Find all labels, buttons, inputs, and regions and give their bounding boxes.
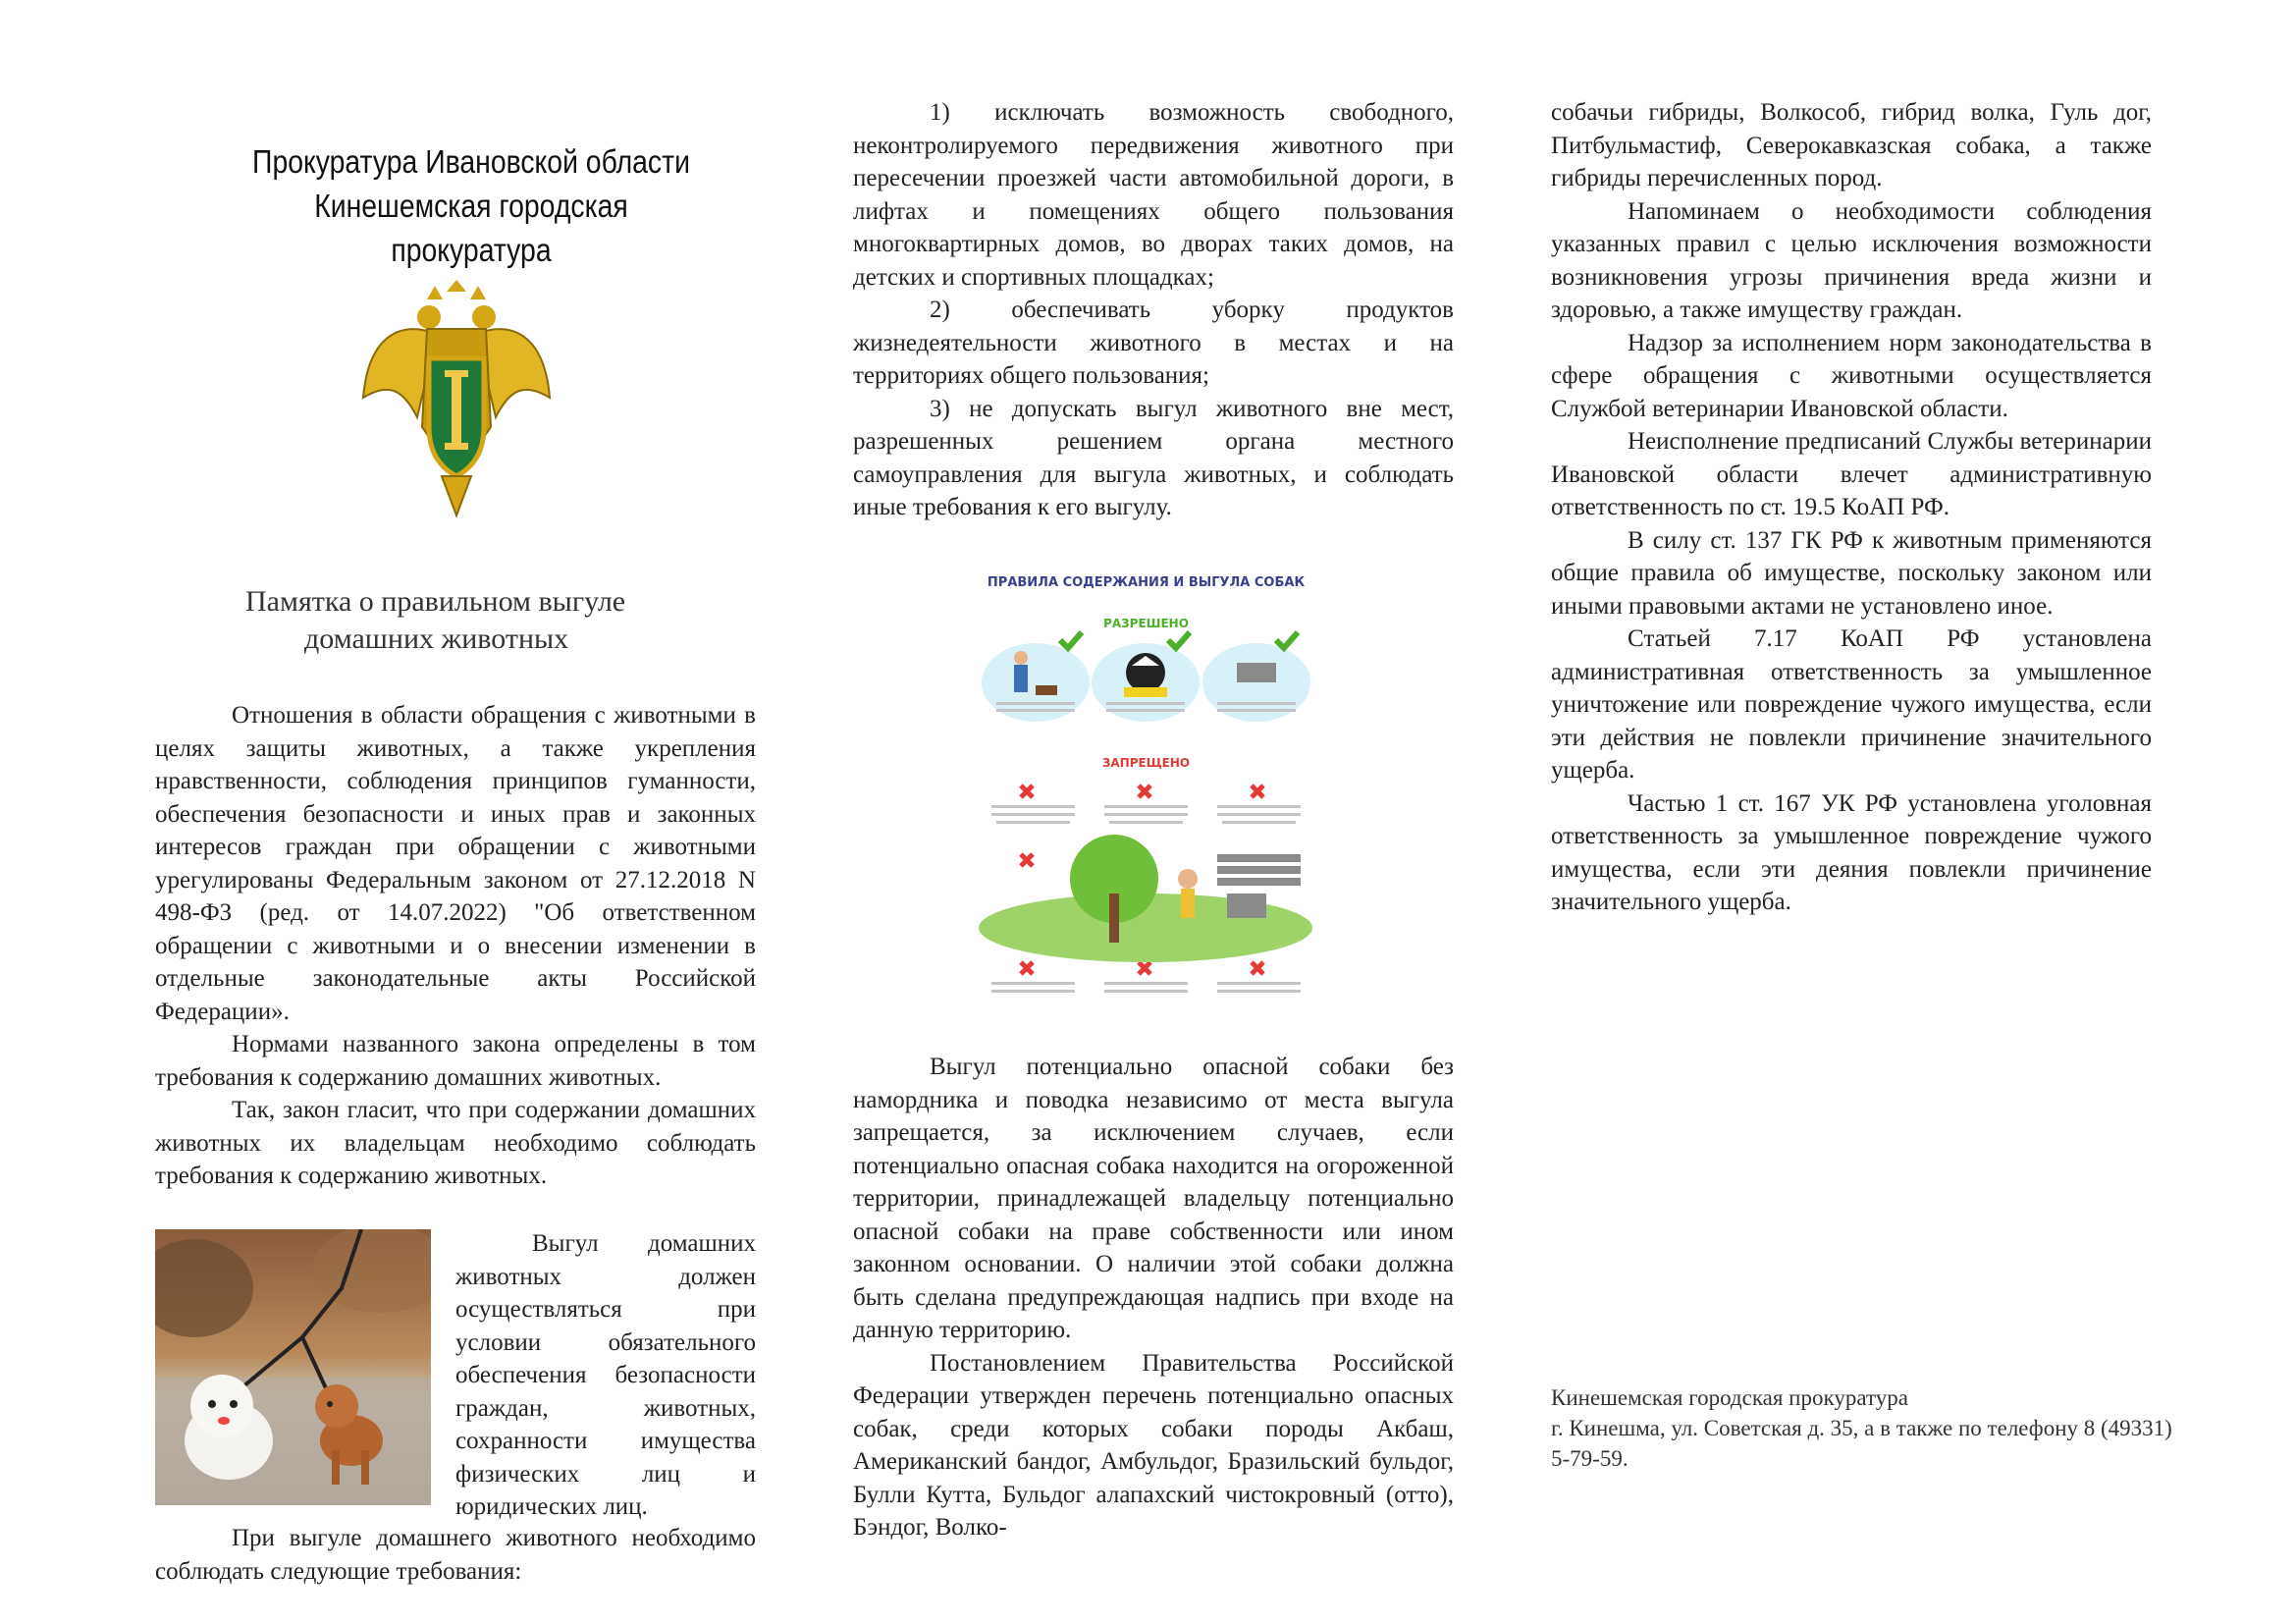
col2-paragraph-1: 1) исключать возможность свободного, неконтролируемого передвижения животного при пересечении проезжей части автомобильной дороги, в лифтах и помещениях общего пользования многоквартирных домов, во дворах таких домов, на детских и спортивных площадках;: [853, 99, 1454, 291]
infographic-title: ПРАВИЛА СОДЕРЖАНИЯ И ВЫГУЛА СОБАК: [987, 575, 1306, 590]
dogs-walking-illustration: [155, 1229, 431, 1505]
column-1: [155, 699, 756, 1193]
col2-paragraph-4: Выгул потенциально опасной собаки без намордника и поводка независимо от места выгула запрещается, за исключением случаев, если потенциально опасная собака находится на огороженной территории, принадлежащей владельцу потенциально опасной собаки на праве собственности или ином законном основании. О наличии этой собаки должна быть сделана предупреждающая надпись при входе на данную территорию.: [853, 1054, 1454, 1343]
col1-paragraph-5: При выгуле домашнего животного необходимо соблюдать следующие требования:: [155, 1525, 756, 1585]
col3-paragraph-3: Надзор за исполнением норм законодательства в сфере обращения с животными осуществляется Службой ветеринарии Ивановской области.: [1551, 329, 2152, 422]
col3-paragraph-7: Частью 1 ст. 167 УК РФ установлена уголовная ответственность за умышленное повреждение чужого имущества, если эти деяния повлекли причинение значительного ущерба.: [1551, 789, 2152, 915]
contacts-block: [1551, 1382, 2179, 1474]
column-2-lower: [853, 1051, 1454, 1544]
infographic-forbidden-heading: ЗАПРЕЩЕНО: [1101, 756, 1191, 770]
contacts-address-phone: г. Кинешма, ул. Советская д. 35, а в также по телефону 8 (49331) 5-79-59.: [1551, 1416, 2172, 1471]
memo-title: [245, 583, 756, 658]
col1-paragraph-2: Нормами названного закона определены в том требования к содержанию домашних животных.: [155, 1031, 756, 1091]
memo-title-line-1: Памятка о правильном выгуле: [245, 585, 626, 618]
col1-paragraph-4: Выгул домашних животных должен осуществляться при условии обязательного обеспечения безопасности граждан, животных, сохранности имущества физических лиц и юридических лиц.: [455, 1230, 756, 1520]
column-2: [853, 96, 1454, 524]
dogs-walking-photo: [155, 1229, 431, 1505]
col1-paragraph-1: Отношения в области обращения с животными в целях защиты животных, а также укрепления нравственности, соблюдения принципов гуманности, обеспечения безопасности и иных прав и законных интересов граждан при обращении с животными урегулированы Федеральным законом от 27.12.2018 N 498-ФЗ (ред. от 14.07.2022) "Об ответственном обращении с животными и о внесении изменении в отдельные законодательные акты Российской Федерации».: [155, 702, 756, 1025]
check-icon: [1276, 632, 1298, 648]
col1-after-photo: [155, 1522, 756, 1588]
agency-header: [243, 139, 699, 272]
prosecutor-emblem-icon: [358, 280, 555, 530]
col2-paragraph-5: Постановлением Правительства Российской Федерации утвержден перечень потенциально опасных собак, среди которых собаки породы Акбаш, Американский бандог, Амбульдог, Бразильский бульдог, Булли Кутта, Бульдог алапахский чистокровный (отто), Бэндог, Волко-: [853, 1349, 1454, 1541]
contacts-org-name: Кинешемская городская прокуратура: [1551, 1385, 1908, 1410]
col1-wrapped-paragraph: [455, 1227, 756, 1524]
col1-paragraph-3: Так, закон гласит, что при содержании домашних животных их владельцам необходимо соблюдать требования к содержанию животных.: [155, 1097, 756, 1189]
check-icon: [1060, 632, 1082, 648]
col2-paragraph-2: 2) обеспечивать уборку продуктов жизнедеятельности животного в местах и на территориях общего пользования;: [853, 297, 1454, 389]
dog-rules-infographic: [977, 560, 1315, 1021]
check-icon: [1168, 632, 1190, 648]
infographic-illustration: [977, 560, 1315, 1021]
col3-paragraph-4: Неисполнение предписаний Службы ветеринарии Ивановской области влечет административную ответственность по ст. 19.5 КоАП РФ.: [1551, 428, 2152, 520]
col3-paragraph-1: собачьи гибриды, Волкособ, гибрид волка, Гуль дог, Питбульмастиф, Северокавказская собака, а также гибриды перечисленных пород.: [1551, 99, 2152, 191]
memo-title-line-2: домашних животных: [304, 623, 569, 655]
agency-line-1: Прокуратура Ивановской области: [252, 143, 690, 180]
column-3: [1551, 96, 2152, 919]
agency-line-2: Кинешемская городская: [314, 188, 628, 224]
col3-paragraph-5: В силу ст. 137 ГК РФ к животным применяются общие правила об имуществе, поскольку законом или иными правовыми актами не установлено иное.: [1551, 526, 2152, 620]
col2-paragraph-3: 3) не допускать выгул животного вне мест, разрешенных решением органа местного самоуправления для выгула животных, и соблюдать иные требования к его выгулу.: [853, 395, 1454, 520]
col3-paragraph-6: Статьей 7.17 КоАП РФ установлена административная ответственность за умышленное уничтожение или повреждение чужого имущества, если эти действия не повлекли причинение значительного ущерба.: [1551, 625, 2152, 784]
agency-line-3: прокуратура: [391, 232, 552, 268]
col3-paragraph-2: Напоминаем о необходимости соблюдения указанных правил с целью исключения возможности возникновения угрозы причинения вреда жизни и здоровью, а также имуществу граждан.: [1551, 197, 2152, 323]
infographic-allowed-heading: РАЗРЕШЕНО: [1103, 617, 1189, 630]
